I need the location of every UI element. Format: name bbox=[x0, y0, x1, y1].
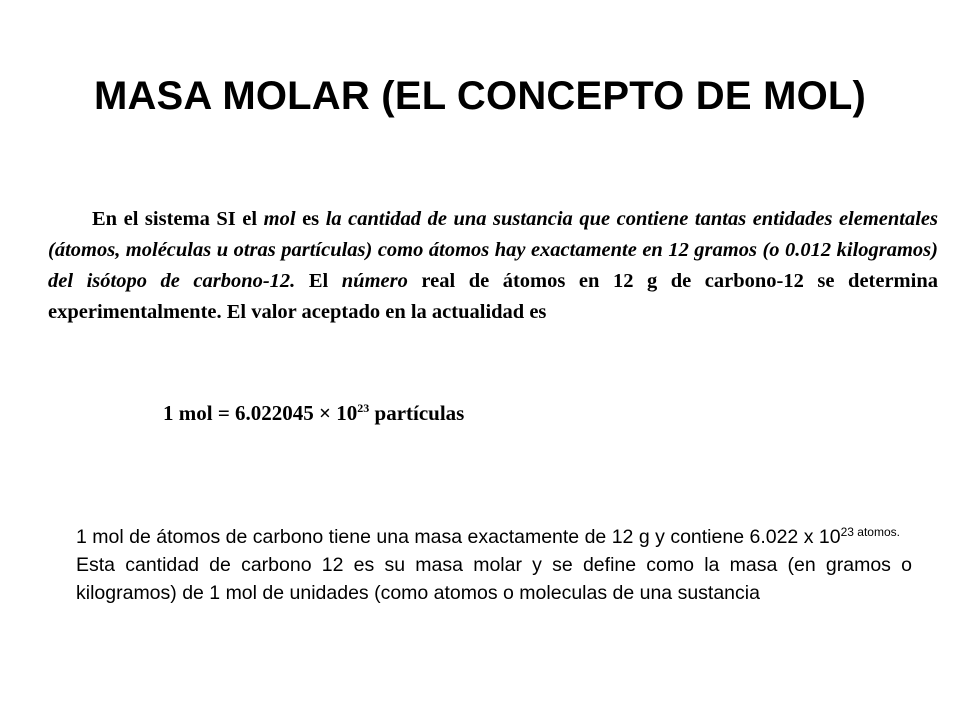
excerpt-text-2: es bbox=[295, 208, 326, 230]
excerpt-text-1: En el sistema SI el bbox=[92, 208, 264, 230]
avogadro-equation bbox=[163, 398, 464, 428]
equation-exponent: 23 bbox=[357, 401, 370, 415]
excerpt-text-4: real de átomos en 12 g de carbono-12 se determina experimentalmente. El valor aceptado en la actualidad es bbox=[48, 270, 938, 323]
molar-mass-explanation bbox=[76, 523, 912, 607]
mol-term: mol bbox=[263, 208, 296, 230]
explanation-part-1: 1 mol de átomos de carbono tiene una masa exactamente de 12 g y contiene 6.022 x 10 bbox=[76, 526, 841, 548]
equation-lhs: 1 mol = 6.022045 × 10 bbox=[163, 401, 358, 425]
explanation-exponent: 23 atomos. bbox=[840, 525, 900, 539]
excerpt-text-3: El bbox=[295, 270, 342, 292]
mol-definition: la cantidad de una sustancia que contiene tantas entidades elementales (átomos, moléculas u otras partículas) como átomos hay exactamente en 12 gramos (o 0.012 kilogramos) del isótopo de carbono-12. bbox=[48, 208, 939, 292]
explanation-part-2: Esta cantidad de carbono 12 es su masa molar y se define como la masa (en gramos o kilogramos) de 1 mol de unidades (como atomos o moleculas de una sustancia bbox=[76, 554, 912, 604]
equation-unit: partículas bbox=[369, 401, 465, 425]
scanned-textbook-excerpt bbox=[48, 204, 938, 328]
numero-term: número bbox=[341, 270, 408, 292]
slide-title: MASA MOLAR (EL CONCEPTO DE MOL) bbox=[93, 74, 867, 118]
